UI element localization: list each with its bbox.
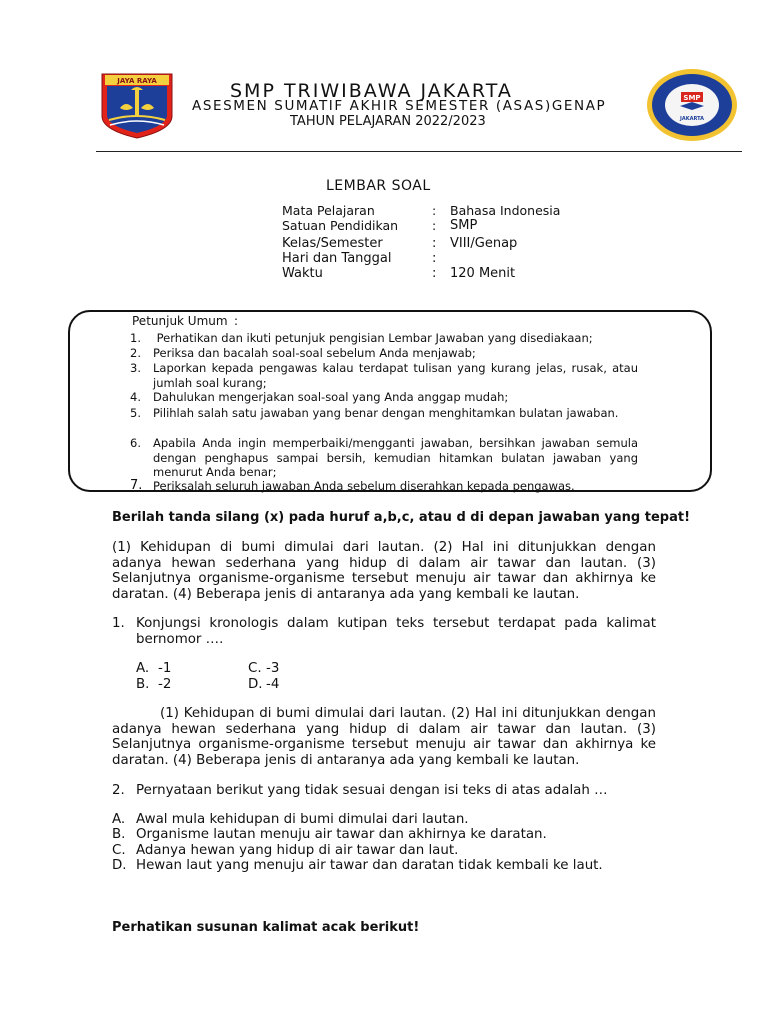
info-value: VIII/Genap [450,236,518,251]
instruction-item [130,331,638,346]
option-d-text: Hewan laut yang menuju air tawar dan daratan tidak kembali ke laut. [136,858,603,873]
info-label: Kelas/Semester [282,236,383,251]
option-d-letter: D. [112,858,127,873]
instruction-number: 4. [130,390,141,404]
school-emblem-icon [646,68,738,142]
instruction-item [130,436,638,480]
info-colon: : [432,203,437,218]
question-1-number: 1. [112,616,125,631]
option-c-letter: C. [248,661,262,676]
instruction-text: Pilihlah salah satu jawaban yang benar dengan menghitamkan bulatan jawaban. [153,406,619,420]
info-colon: : [432,218,437,233]
info-value: SMP [450,218,478,233]
instruction-item [130,346,638,361]
option-d-letter: D. [248,677,263,692]
instruction-number: 5. [130,406,141,420]
option-a-text: -1 [158,661,172,676]
option-c-letter: C. [112,843,126,858]
instruction-item [130,361,638,391]
instruction-item [130,479,638,494]
instruction-text: Laporkan kepada pengawas kalau terdapat tulisan yang kurang jelas, rusak, atau jumlah soal kurang; [153,361,638,390]
instruction-text: Periksa dan bacalah soal-soal sebelum Anda menjawab; [153,346,476,360]
option-d-text: -4 [266,677,280,692]
instruction-text: Perhatikan dan ikuti petunjuk pengisian Lembar Jawaban yang disediakaan; [153,331,593,345]
question-1-text: Konjungsi kronologis dalam kutipan teks tersebut terdapat pada kalimat bernomor …. [136,616,656,647]
info-label: Hari dan Tanggal [282,251,392,266]
question-2-text: Pernyataan berikut yang tidak sesuai dengan isi teks di atas adalah … [136,783,608,798]
passage-1: (1) Kehidupan di bumi dimulai dari lautan. (2) Hal ini ditunjukkan dengan adanya hewan sederhana yang hidup di dalam air tawar dan lautan. (3) Selanjutnya organisme-organisme tersebut menuju air tawar dan akhirnya ke daratan. (4) Beberapa jenis di antaranya ada yang kembali ke lautan. [112,540,656,602]
option-b-text: Organisme lautan menuju air tawar dan akhirnya ke daratan. [136,827,547,842]
academic-year: TAHUN PELAJARAN 2022/2023 [290,114,486,129]
info-value: 120 Menit [450,266,516,281]
instructions-heading: Petunjuk Umum [132,314,228,328]
option-a-letter: A. [112,812,126,827]
info-value: Bahasa Indonesia [450,203,561,218]
question-2-number: 2. [112,783,125,798]
emblem-city-text: JAKARTA [680,116,704,122]
logo-ribbon-text: JAYA RAYA [117,77,157,85]
option-a-letter: A. [136,661,150,676]
jakarta-coat-of-arms-icon [100,72,174,140]
instruction-number: 2. [130,346,141,360]
info-label: Mata Pelajaran [282,203,375,218]
instruction-number: 6. [130,436,141,450]
instruction-text: Apabila Anda ingin memperbaiki/mengganti jawaban, bersihkan jawaban semula dengan penghapus sampai bersih, kemudian hitamkan bulatan jawaban yang menurut Anda benar; [153,436,638,479]
option-c-text: Adanya hewan yang hidup di air tawar dan laut. [136,843,459,858]
info-label: Satuan Pendidikan [282,218,399,233]
info-label: Waktu [282,266,323,281]
exam-title: ASESMEN SUMATIF AKHIR SEMESTER (ASAS)GENAP [192,98,607,114]
instruction-number: 1. [130,331,141,345]
option-c-text: -3 [266,661,280,676]
info-colon: : [432,251,437,266]
passage-2: (1) Kehidupan di bumi dimulai dari lautan. (2) Hal ini ditunjukkan dengan adanya hewan sederhana yang hidup di dalam air tawar dan lautan. (3) Selanjutnya organisme-organisme tersebut menuju air tawar dan akhirnya ke daratan. (4) Beberapa jenis di antaranya ada yang kembali ke lautan. [112,706,656,768]
directive: Berilah tanda silang (x) pada huruf a,b,c, atau d di depan jawaban yang tepat! [112,510,691,525]
sheet-title: LEMBAR SOAL [326,178,431,194]
instructions-heading-colon: : [234,314,239,328]
school-name: SMP TRIWIBAWA JAKARTA [230,80,513,102]
instruction-item [130,390,638,405]
option-b-letter: B. [112,827,126,842]
option-b-text: -2 [158,677,172,692]
option-b-letter: B. [136,677,150,692]
info-colon: : [432,266,437,281]
directive-2: Perhatikan susunan kalimat acak berikut! [112,920,420,935]
emblem-badge-text: SMP [683,94,701,102]
header-divider [96,151,742,152]
option-a-text: Awal mula kehidupan di bumi dimulai dari lautan. [136,812,469,827]
instruction-text: Periksalah seluruh jawaban Anda sebelum diserahkan kepada pengawas. [153,479,575,493]
instruction-item [130,406,638,436]
instruction-text: Dahulukan mengerjakan soal-soal yang Anda anggap mudah; [153,390,509,404]
info-colon: : [432,236,437,251]
instruction-number: 3. [130,361,141,375]
instruction-number: 7. [130,478,143,493]
